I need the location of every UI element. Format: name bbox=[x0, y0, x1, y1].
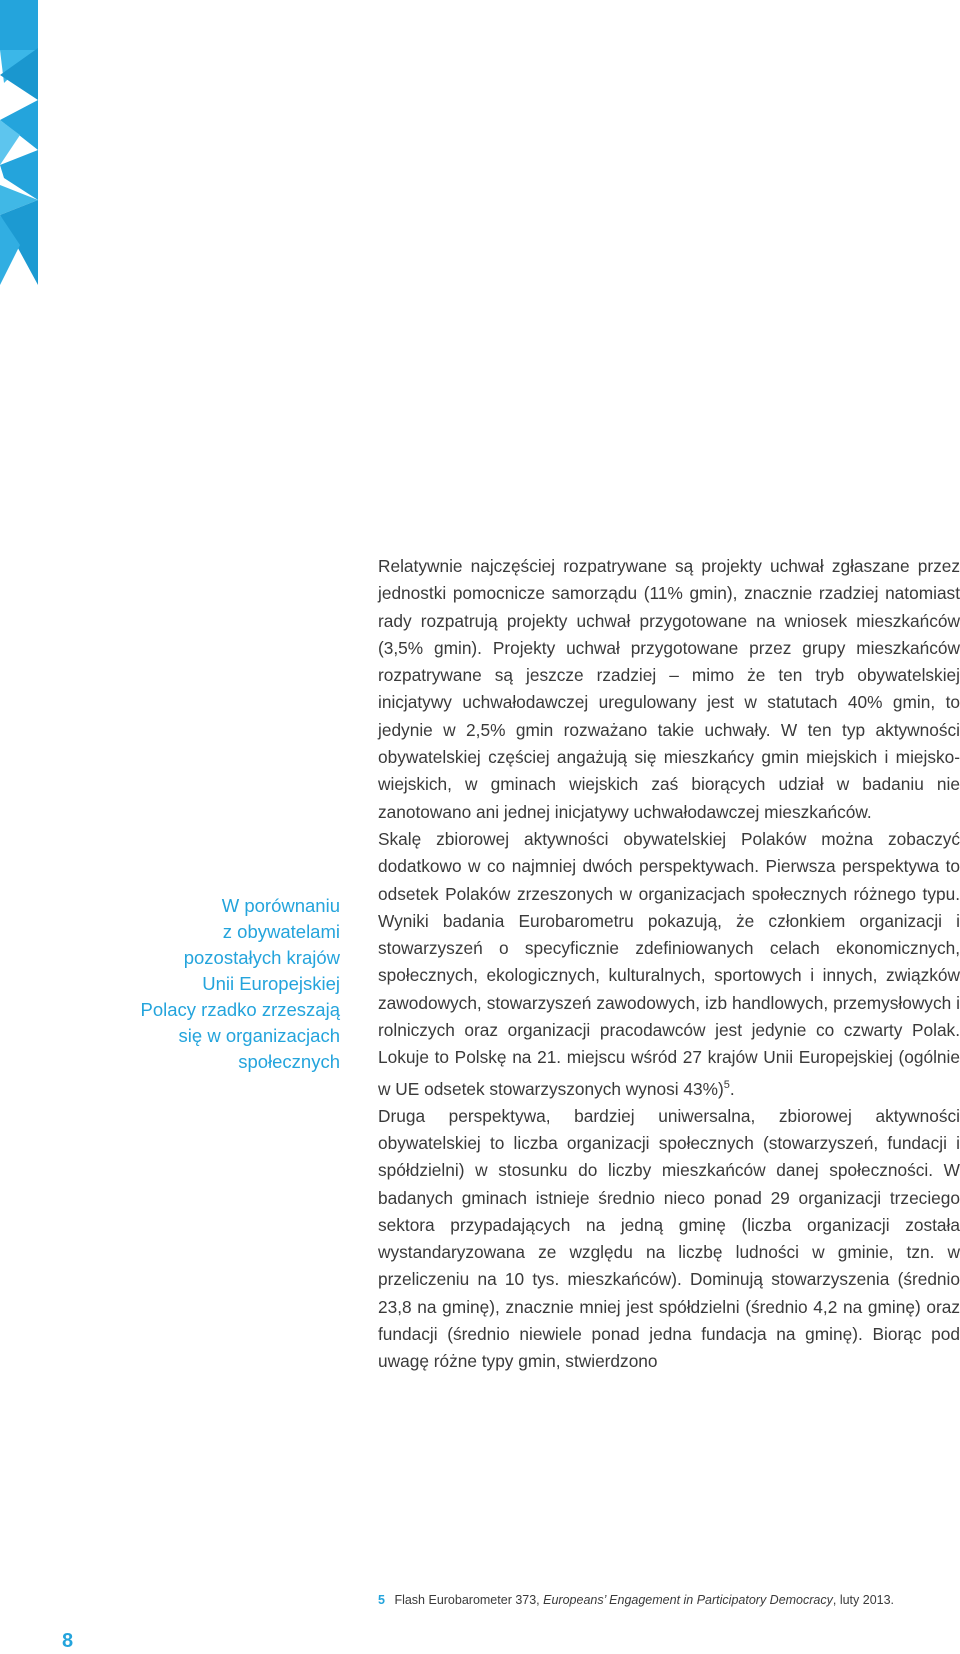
pull-quote-line: Polacy rzadko zrzeszają bbox=[140, 999, 340, 1020]
corner-triangle-decoration bbox=[0, 0, 40, 285]
margin-pull-quote bbox=[100, 893, 340, 1075]
pull-quote-line: pozostałych krajów bbox=[183, 947, 340, 968]
page-number: 8 bbox=[62, 1630, 74, 1652]
main-text-column bbox=[378, 553, 960, 1376]
paragraph: Skalę zbiorowej aktywności obywatelskiej Polaków można zobaczyć dodatkowo w co najmniej dwóch perspektywach. Pierwsza perspektywa to odsetek Polaków zrzeszonych w organizacjach społecznych różnego typu. Wyniki badania Eurobarometru pokazują, że członkiem organizacji i stowarzyszeń o specyficznie zdefiniowanych celach ekonomicznych, społecznych, ekologicznych, kulturalnych, sportowych i innych, związków zawodowych, stowarzyszeń zawodowych, izb handlowych, przemysłowych i rolniczych oraz organizacji pracodawców jest jedynie co czwarty Polak. Lokuje to Polskę na 21. miejscu wśród 27 krajów Unii Europejskiej (ogólnie w UE odsetek stowarzyszonych wynosi 43%)$^5$. bbox=[378, 828, 960, 1099]
footnote-source: Flash Eurobarometer 373, bbox=[394, 1593, 540, 1607]
footnote-title: Europeans’ Engagement in Participatory Democracy bbox=[543, 1593, 833, 1607]
paragraph: Druga perspektywa, bardziej uniwersalna, zbiorowej aktywności obywatelskiej to liczba organizacji społecznych (stowarzyszeń, fundacji i spółdzielni) w stosunku do liczby mieszkańców danej społeczności. W badanych gminach istnieje średnio nieco ponad 29 organizacji trzeciego sektora przypadających na jedną gminę (liczba organizacji została wystandaryzowana ze względu na liczbę ludności w gminie, tzn. w przeliczeniu na 10 tys. mieszkańców). Dominują stowarzyszenia (średnio 23,8 na gminę), znacznie mniej jest spółdzielni (średnio 4,2 na gminę) oraz fundacji (średnio niewiele ponad jedna fundacja na gminę). Biorąc pod uwagę różne typy gmin, stwierdzono bbox=[378, 1105, 960, 1372]
footnote bbox=[378, 1592, 938, 1608]
pull-quote-line: społecznych bbox=[238, 1051, 340, 1072]
paragraph: Relatywnie najczęściej rozpatrywane są projekty uchwał zgłaszane przez jednostki pomocnicze samorządu (11% gmin), znacznie rzadziej natomiast rady rozpatrują projekty uchwał przygotowane na wniosek mieszkańców (3,5% gmin). Projekty uchwał przygotowane przez grupy mieszkańców rozpatrywane są jeszcze rzadziej – mimo że ten tryb obywatelskiej inicjatywy uchwałodawczej uregulowany jest w statutach 40% gmin, to jedynie w 2,5% gmin rozważano takie uchwały. W ten typ aktywności obywatelskiej częściej angażują się mieszkańcy gmin miejskich i miejsko-wiejskich, w gminach wiejskich zaś biorących udział w badaniu nie zanotowano ani jednej inicjatywy uchwałodawczej mieszkańców. bbox=[378, 556, 960, 822]
footnote-reference[interactable]: 5 bbox=[723, 1078, 730, 1091]
pull-quote-line: się w organizacjach bbox=[178, 1025, 340, 1046]
footnote-number: 5 bbox=[378, 1593, 385, 1607]
pull-quote-line: Unii Europejskiej bbox=[202, 973, 340, 994]
footnote-date: , luty 2013. bbox=[832, 1593, 895, 1607]
pull-quote-line: W porównaniu bbox=[221, 895, 340, 916]
pull-quote-line: z obywatelami bbox=[222, 921, 340, 942]
paragraph-text: Skalę zbiorowej aktywności obywatelskiej Polaków można zobaczyć dodatkowo w co najmniej dwóch perspektywach. Pierwsza perspektywa to odsetek Polaków zrzeszonych w organizacjach społecznych różnego typu. Wyniki badania Eurobarometru pokazują, że członkiem organizacji i stowarzyszeń o specyficznie zdefiniowanych celach ekonomicznych, społecznych, ekologicznych, kulturalnych, sportowych i innych, związków zawodowych, stowarzyszeń zawodowych, izb handlowych, przemysłowych i rolniczych oraz organizacji pracodawców jest jedynie co czwarty Polak. Lokuje to Polskę na 21. miejscu wśród 27 krajów Unii Europejskiej (ogólnie w UE odsetek stowarzyszonych wynosi 43%) bbox=[378, 828, 960, 1099]
